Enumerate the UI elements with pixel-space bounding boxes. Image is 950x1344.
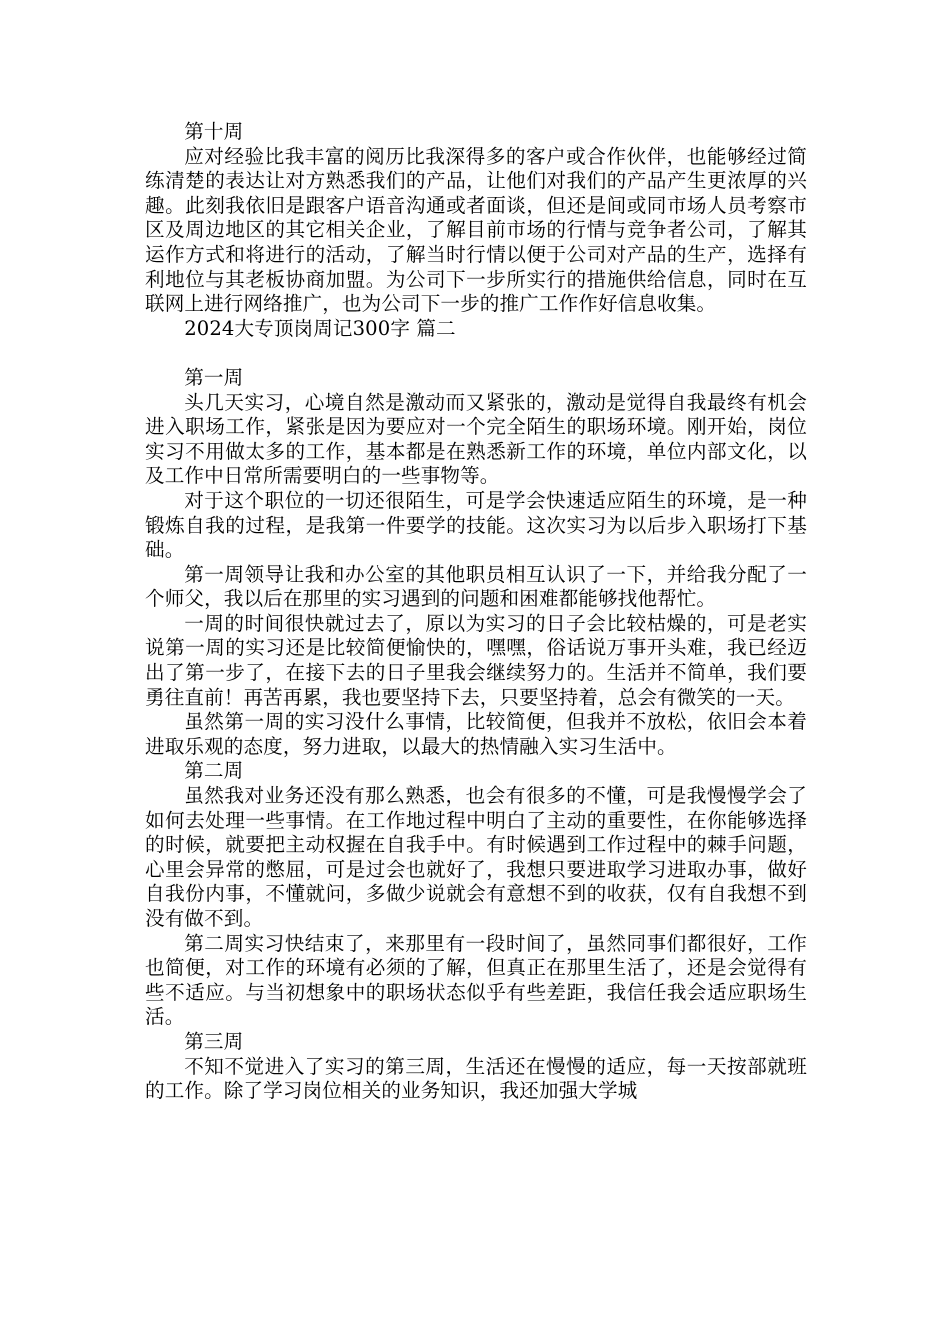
section-heading-week3: 第三周 — [184, 1029, 244, 1053]
article-title: 2024大专顶岗周记300字 篇二 — [184, 316, 456, 340]
paragraph: 不知不觉进入了实习的第三周，生活还在慢慢的适应，每一天按部就班的工作。除了学习岗位相关的业务知识，我还加强大学城 — [145, 1054, 807, 1103]
paragraph: 头几天实习，心境自然是激动而又紧张的，激动是觉得自我最终有机会进入职场工作，紧张是因为要应对一个完全陌生的职场环境。刚开始，岗位实习不用做太多的工作，基本都是在熟悉新工作的环境，单位内部文化，以及工作中日常所需要明白的一些事物等。 — [145, 390, 807, 488]
section-heading-week10: 第十周 — [184, 120, 244, 143]
document-page — [145, 120, 807, 1104]
paragraph: 应对经验比我丰富的阅历比我深得多的客户或合作伙伴，也能够经过简练清楚的表达让对方熟悉我们的产品，让他们对我们的产品产生更浓厚的兴趣。此刻我依旧是跟客户语音沟通或者面谈，但还是间或同市场人员考察市区及周边地区的其它相关企业，了解目前市场的行情与竞争者公司，了解其运作方式和将进行的活动，了解当时行情以便于公司对产品的生产，选择有利地位与其老板协商加盟。为公司下一步所实行的措施供给信息，同时在互联网上进行网络推广，也为公司下一步的推广工作作好信息收集。 — [145, 144, 807, 316]
paragraph: 虽然第一周的实习没什么事情，比较简便，但我并不放松，依旧会本着进取乐观的态度，努力进取，以最大的热情融入实习生活中。 — [145, 710, 807, 758]
paragraph: 对于这个职位的一切还很陌生，可是学会快速适应陌生的环境，是一种锻炼自我的过程，是我第一件要学的技能。这次实习为以后步入职场打下基础。 — [145, 488, 807, 562]
paragraph: 虽然我对业务还没有那么熟悉，也会有很多的不懂，可是我慢慢学会了如何去处理一些事情。在工作地过程中明白了主动的重要性，在你能够选择的时候，就要把主动权握在自我手中。有时候遇到工作过程中的棘手问题，心里会异常的憋屈，可是过会也就好了，我想只要进取学习进取办事，做好自我份内事，不懂就问，多做少说就会有意想不到的收获，仅有自我想不到没有做不到。 — [145, 784, 807, 930]
section-heading-week1: 第一周 — [184, 365, 244, 389]
paragraph: 第一周领导让我和办公室的其他职员相互认识了一下，并给我分配了一个师父，我以后在那里的实习遇到的问题和困难都能够找他帮忙。 — [145, 562, 807, 611]
paragraph: 一周的时间很快就过去了，原以为实习的日子会比较枯燥的，可是老实说第一周的实习还是比较简便愉快的，嘿嘿，俗话说万事开头难，我已经迈出了第一步了，在接下去的日子里我会继续努力的。生活并不简单，我们要勇往直前！再苦再累，我也要坚持下去，只要坚持着，总会有微笑的一天。 — [145, 611, 807, 709]
section-heading-week2: 第二周 — [184, 759, 244, 783]
blank-line — [145, 341, 807, 366]
paragraph: 第二周实习快结束了，来那里有一段时间了，虽然同事们都很好，工作也简便，对工作的环境有必须的了解，但真正在那里生活了，还是会觉得有些不适应。与当初想象中的职场状态似乎有些差距，我信任我会适应职场生活。 — [145, 931, 807, 1029]
